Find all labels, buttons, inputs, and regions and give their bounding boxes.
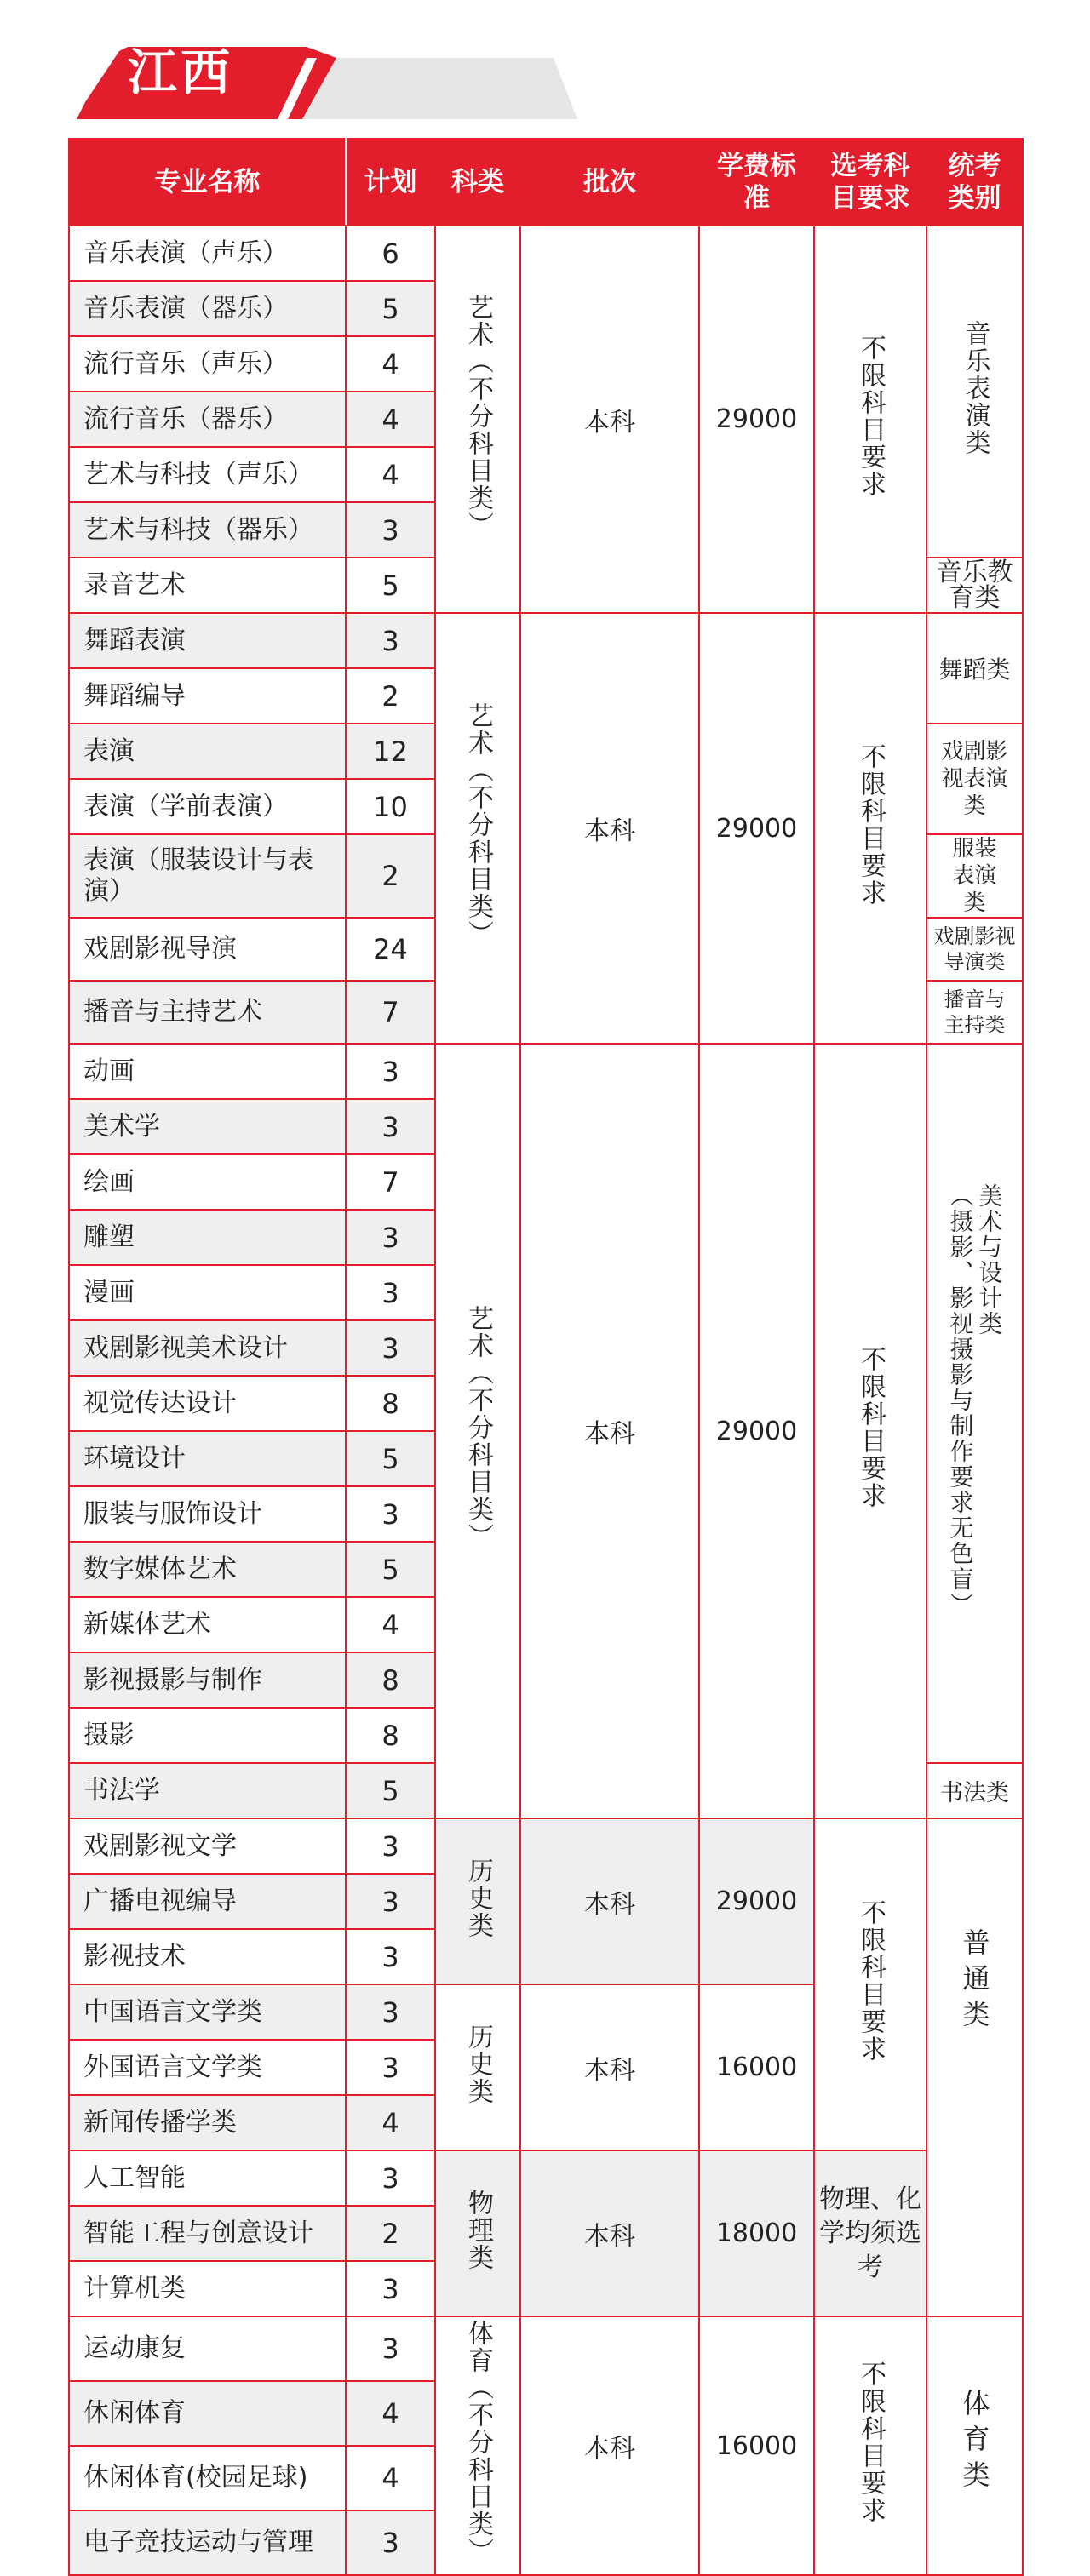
header-subject: 选考科目要求 [814, 139, 926, 226]
table-row-plan: 8 [346, 1652, 435, 1708]
music-subject: 不限科目要求 [814, 226, 926, 613]
music-batch: 本科 [520, 226, 699, 613]
dance-exam-3: 服装表演类 [926, 834, 1023, 918]
table-row-name: 智能工程与创意设计 [69, 2206, 346, 2261]
table-row-plan: 3 [346, 2261, 435, 2316]
table-row-plan: 3 [346, 2040, 435, 2095]
hist2-batch: 本科 [520, 1984, 699, 2150]
table-row-plan: 3 [346, 1874, 435, 1929]
art-subject: 不限科目要求 [814, 1044, 926, 1818]
table-row-plan: 3 [346, 2316, 435, 2381]
table-row-name: 环境设计 [69, 1431, 346, 1486]
dance-exam-4: 戏剧影视导演类 [926, 918, 1023, 981]
hist1-fee: 29000 [699, 1818, 814, 1984]
table-row-plan: 4 [346, 392, 435, 447]
table-row-name: 动画 [69, 1044, 346, 1099]
hist1-batch: 本科 [520, 1818, 699, 1984]
music-fee: 29000 [699, 226, 814, 613]
table-row-name: 电子竞技运动与管理 [69, 2510, 346, 2575]
table-row-name: 音乐表演（器乐） [69, 281, 346, 336]
table-row-plan: 5 [346, 1763, 435, 1818]
dance-category: 艺术（不分科目类） [435, 613, 520, 1044]
table-row-name: 中国语言文学类 [69, 1984, 346, 2040]
table-row-plan: 4 [346, 336, 435, 392]
table-row-name: 外国语言文学类 [69, 2040, 346, 2095]
hist1-category: 历史类 [435, 1818, 520, 1984]
table-row-name: 新媒体艺术 [69, 1597, 346, 1652]
table-row-name: 视觉传达设计 [69, 1376, 346, 1431]
header-batch: 批次 [520, 139, 699, 226]
table-row-name: 流行音乐（器乐） [69, 392, 346, 447]
table-row-name: 艺术与科技（声乐） [69, 447, 346, 502]
header-category: 科类 [435, 139, 520, 226]
table-row-name: 戏剧影视导演 [69, 918, 346, 981]
phys-batch: 本科 [520, 2150, 699, 2316]
table-row-plan: 3 [346, 1099, 435, 1154]
phys-category: 物理类 [435, 2150, 520, 2316]
table-row-plan: 3 [346, 1044, 435, 1099]
table-row-name: 数字媒体艺术 [69, 1542, 346, 1597]
table-row-name: 绘画 [69, 1154, 346, 1210]
table-row-name: 漫画 [69, 1265, 346, 1320]
music-category: 艺术（不分科目类） [435, 226, 520, 613]
table-row-name: 休闲体育(校园足球) [69, 2446, 346, 2510]
table-row-name: 戏剧影视文学 [69, 1818, 346, 1874]
header-exam: 统考类别 [926, 139, 1023, 226]
table-row-plan: 3 [346, 1210, 435, 1265]
table-row-name: 摄影 [69, 1708, 346, 1763]
table-row-plan: 5 [346, 558, 435, 613]
table-row-plan: 4 [346, 2095, 435, 2150]
header-plan: 计划 [346, 139, 435, 226]
table-row-name: 休闲体育 [69, 2381, 346, 2446]
table-row-plan: 3 [346, 2510, 435, 2575]
dance-subject: 不限科目要求 [814, 613, 926, 1044]
table-row-plan: 3 [346, 502, 435, 558]
table-row-name: 雕塑 [69, 1210, 346, 1265]
table-row-plan: 5 [346, 281, 435, 336]
art-exam-note: （摄影、影视摄影与制作要求无色盲） [946, 1182, 975, 1617]
table-row-name: 播音与主持艺术 [69, 981, 346, 1044]
table-row-plan: 12 [346, 724, 435, 779]
music-exam-1: 音乐表演类 [926, 226, 1023, 558]
table-row-name: 影视摄影与制作 [69, 1652, 346, 1708]
table-row-name: 计算机类 [69, 2261, 346, 2316]
art-exam-label: 美术与设计类 [975, 1182, 1004, 1337]
table-row-name: 人工智能 [69, 2150, 346, 2206]
header-row [69, 139, 1023, 226]
hist2-fee: 16000 [699, 1984, 814, 2150]
hist2-category: 历史类 [435, 1984, 520, 2150]
sport-fee: 16000 [699, 2316, 814, 2575]
table-row-name: 流行音乐（声乐） [69, 336, 346, 392]
table-row-name: 舞蹈表演 [69, 613, 346, 668]
table-row-plan: 5 [346, 1431, 435, 1486]
table-row-plan: 3 [346, 1929, 435, 1984]
table-row-name: 表演（服装设计与表演） [69, 834, 346, 918]
table-row-name: 影视技术 [69, 1929, 346, 1984]
table-row-plan: 3 [346, 1818, 435, 1874]
table-row-name: 戏剧影视美术设计 [69, 1320, 346, 1376]
table-row-plan: 8 [346, 1708, 435, 1763]
table-row-plan: 5 [346, 1542, 435, 1597]
table-row-name: 美术学 [69, 1099, 346, 1154]
admission-plan-table [68, 138, 1024, 2576]
table-row-name: 运动康复 [69, 2316, 346, 2381]
table-row-name: 舞蹈编导 [69, 668, 346, 724]
art-fee: 29000 [699, 1044, 814, 1818]
dance-exam-1: 舞蹈类 [926, 613, 1023, 724]
general-exam: 普通类 [926, 1818, 1023, 2150]
table-row-plan: 2 [346, 834, 435, 918]
dance-fee: 29000 [699, 613, 814, 1044]
art-category: 艺术（不分科目类） [435, 1044, 520, 1818]
table-row-plan: 6 [346, 226, 435, 281]
table-row-plan: 3 [346, 1320, 435, 1376]
table-row-name: 表演 [69, 724, 346, 779]
table-row-name: 服装与服饰设计 [69, 1486, 346, 1542]
table-row-name: 艺术与科技（器乐） [69, 502, 346, 558]
table-row-plan: 24 [346, 918, 435, 981]
phys-fee: 18000 [699, 2150, 814, 2316]
art-exam-1 [926, 1044, 1023, 1763]
province-banner [0, 0, 1090, 136]
table-row-plan: 7 [346, 1154, 435, 1210]
table-row-plan: 4 [346, 447, 435, 502]
header-major: 专业名称 [69, 139, 346, 226]
table-row-plan: 3 [346, 2150, 435, 2206]
table-row-name: 音乐表演（声乐） [69, 226, 346, 281]
table-row-plan: 3 [346, 1265, 435, 1320]
table-row-name: 新闻传播学类 [69, 2095, 346, 2150]
table-row-name: 书法学 [69, 1763, 346, 1818]
table-row-plan: 4 [346, 2381, 435, 2446]
dance-batch: 本科 [520, 613, 699, 1044]
table-row-plan: 3 [346, 1984, 435, 2040]
table-row-plan: 8 [346, 1376, 435, 1431]
table-row-plan: 3 [346, 1486, 435, 1542]
table-row-name: 表演（学前表演） [69, 779, 346, 834]
art-batch: 本科 [520, 1044, 699, 1818]
music-exam-2: 音乐教育类 [926, 558, 1023, 613]
table-row-plan: 4 [346, 2446, 435, 2510]
table-row-plan: 2 [346, 668, 435, 724]
hist-subject: 不限科目要求 [814, 1818, 926, 2150]
table-row-plan: 10 [346, 779, 435, 834]
phys-subject: 物理、化学均须选考 [814, 2150, 926, 2316]
dance-exam-2: 戏剧影视表演类 [926, 724, 1023, 834]
sport-subject: 不限科目要求 [814, 2316, 926, 2575]
sport-batch: 本科 [520, 2316, 699, 2575]
art-exam-2: 书法类 [926, 1763, 1023, 1818]
table-row-plan: 2 [346, 2206, 435, 2261]
general-exam-cont [926, 2150, 1023, 2316]
table-row-name: 录音艺术 [69, 558, 346, 613]
table-row-plan: 4 [346, 1597, 435, 1652]
province-title: 江西 [128, 43, 234, 101]
sport-exam: 体育类 [926, 2316, 1023, 2575]
dance-exam-5: 播音与主持类 [926, 981, 1023, 1044]
table-row-plan: 7 [346, 981, 435, 1044]
sport-category: 体育（不分科目类） [435, 2316, 520, 2575]
header-fee: 学费标准 [699, 139, 814, 226]
table-row-plan: 3 [346, 613, 435, 668]
table-row-name: 广播电视编导 [69, 1874, 346, 1929]
